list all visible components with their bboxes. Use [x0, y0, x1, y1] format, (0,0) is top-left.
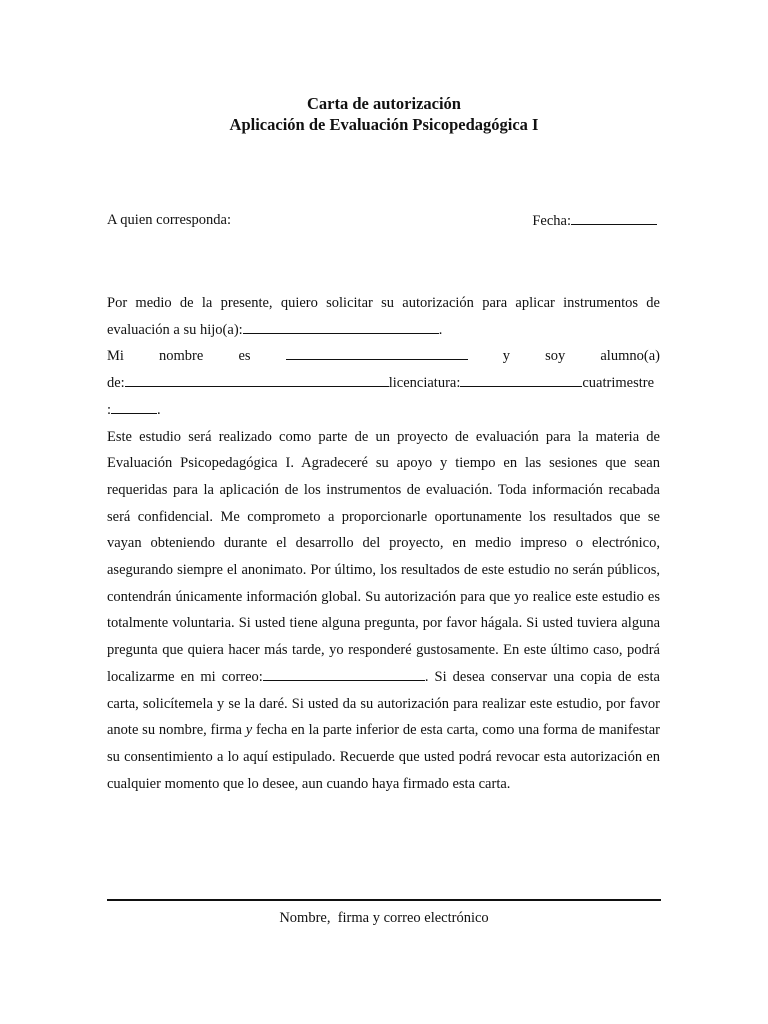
intro-line-1: [107, 290, 660, 317]
date-blank: [571, 210, 657, 225]
title-line-1: Carta de autorización: [307, 94, 461, 113]
signature-label: Nombre, firma y correo electrónico: [279, 910, 489, 926]
intro-line-2: [107, 317, 660, 344]
consent-italic-y: y: [245, 722, 253, 739]
institution-blank: [125, 372, 389, 387]
consent-text-part1: Este estudio será realizado como parte de un proyecto de evaluación para la materia de Evaluación Psicopedagógica I. Agradeceré su apoyo y tiempo en las sesiones que sean requeridas para la aplicación de los instrumentos de evaluación. Toda información recabada será confidencial. Me comprometo a proporcionarle oportunamente los resultados que se vayan obteniendo durante el desarrollo del proyecto, en medio impreso o electrónico, asegurando siempre el anonimato. Por último, los resultados de este estudio no serán públicos, contendrán únicamente información global. Su autorización para que yo realice este estudio es totalmente voluntaria. Si usted tiene alguna pregunta, por favor hágala. Si usted tuviera alguna pregunta que quiera hacer más tarde, yo responderé gustosamente. En este último caso, podrá localizarme en mi correo:: [107, 428, 660, 685]
intro-line-2-period: .: [438, 321, 443, 338]
de-label: de:: [107, 375, 125, 392]
date-label: Fecha:: [532, 213, 571, 229]
name-word-alumno: alumno(a): [600, 348, 660, 365]
consent-paragraph: [107, 424, 660, 798]
name-word-soy: soy: [545, 348, 566, 365]
cuatrimestre-period: .: [157, 401, 161, 418]
name-word-mi: Mi: [107, 348, 124, 365]
consent-text-part3: fecha en la parte inferior de esta carta, como una forma de manifestar su consentimiento a lo aquí estipulado. Recuerde que usted podrá revocar esta autorización en cualquier momento que lo desee, aun cuando haya firmado esta carta.: [107, 722, 660, 792]
cuatrimestre-colon: :: [107, 401, 112, 418]
consent-text-part2: . Si desea conservar una copia de esta carta, solicítemela y se la daré. Si usted da su autorización para realizar este estudio, por favor anote su nombre, firma: [107, 668, 660, 739]
signature-line: [107, 899, 661, 901]
letter-title: [0, 93, 768, 135]
child-name-blank: [243, 319, 439, 334]
de-line: [107, 370, 660, 397]
name-word-y: y: [502, 348, 510, 365]
name-word-nombre: nombre: [159, 348, 204, 365]
name-line: [107, 343, 660, 370]
email-blank: [263, 666, 425, 681]
student-name-blank: [286, 345, 468, 360]
licenciatura-blank: [460, 372, 582, 387]
name-word-es: es: [238, 348, 251, 365]
date-field: [532, 210, 657, 231]
cuatrimestre-blank: [111, 399, 157, 414]
salutation: A quien corresponda:: [107, 212, 232, 228]
intro-text-1: Por medio de la presente, quiero solicitar su autorización para aplicar instrumentos de: [107, 295, 660, 311]
licenciatura-label: licenciatura:: [388, 375, 461, 392]
cuatrimestre-line: [107, 397, 660, 424]
letter-body: [107, 290, 660, 797]
title-line-2: Aplicación de Evaluación Psicopedagógica I: [229, 115, 539, 134]
intro-text-2: evaluación a su hijo(a):: [107, 321, 243, 338]
cuatrimestre-label: cuatrimestre: [582, 375, 655, 392]
